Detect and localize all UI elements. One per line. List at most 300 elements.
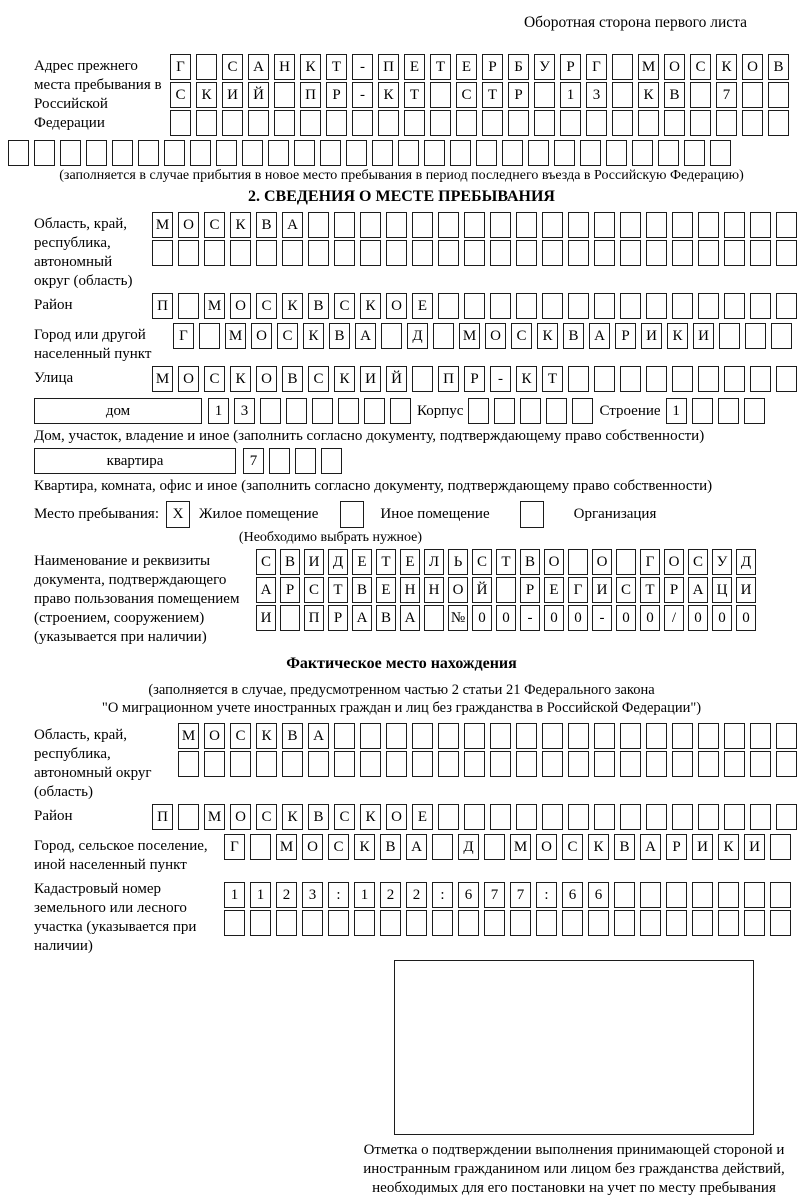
char-box[interactable] [568, 240, 589, 266]
char-box[interactable]: Т [376, 549, 396, 575]
char-box[interactable] [438, 751, 459, 777]
char-box[interactable] [328, 910, 349, 936]
char-box[interactable] [554, 140, 575, 166]
char-box[interactable]: К [718, 834, 739, 860]
char-box[interactable] [724, 293, 745, 319]
char-box[interactable] [744, 398, 765, 424]
char-box[interactable] [276, 910, 297, 936]
char-box[interactable] [364, 398, 385, 424]
char-box[interactable] [742, 82, 763, 108]
char-box[interactable] [692, 398, 713, 424]
char-box[interactable] [745, 323, 766, 349]
char-box[interactable] [672, 751, 693, 777]
char-box[interactable] [580, 140, 601, 166]
char-box[interactable]: О [592, 549, 612, 575]
char-box[interactable] [632, 140, 653, 166]
char-box[interactable] [568, 549, 588, 575]
char-box[interactable] [334, 212, 355, 238]
char-box[interactable]: Т [640, 577, 660, 603]
char-box[interactable]: С [222, 54, 243, 80]
char-box[interactable] [646, 293, 667, 319]
char-box[interactable]: Н [400, 577, 420, 603]
char-box[interactable] [568, 804, 589, 830]
char-box[interactable] [620, 723, 641, 749]
char-box[interactable] [534, 110, 555, 136]
char-box[interactable]: С [511, 323, 532, 349]
char-box[interactable] [750, 212, 771, 238]
char-box[interactable]: И [592, 577, 612, 603]
char-box[interactable] [372, 140, 393, 166]
char-box[interactable]: О [230, 804, 251, 830]
char-box[interactable]: О [544, 549, 564, 575]
char-box[interactable]: В [520, 549, 540, 575]
char-box[interactable] [464, 293, 485, 319]
char-box[interactable]: - [520, 605, 540, 631]
char-box[interactable] [516, 240, 537, 266]
char-box[interactable]: П [152, 293, 173, 319]
char-box[interactable] [222, 110, 243, 136]
char-box[interactable] [490, 293, 511, 319]
char-box[interactable] [572, 398, 593, 424]
char-box[interactable]: В [768, 54, 789, 80]
char-box[interactable]: 0 [616, 605, 636, 631]
char-box[interactable] [346, 140, 367, 166]
char-box[interactable] [698, 751, 719, 777]
char-box[interactable] [464, 212, 485, 238]
char-box[interactable] [770, 910, 791, 936]
char-box[interactable]: И [304, 549, 324, 575]
char-box[interactable] [432, 834, 453, 860]
char-box[interactable]: К [638, 82, 659, 108]
char-box[interactable] [612, 82, 633, 108]
char-box[interactable]: О [178, 212, 199, 238]
char-box[interactable] [386, 723, 407, 749]
char-box[interactable]: Г [568, 577, 588, 603]
char-box[interactable]: В [376, 605, 396, 631]
char-box[interactable] [464, 723, 485, 749]
char-box[interactable] [274, 110, 295, 136]
char-box[interactable] [750, 751, 771, 777]
char-box[interactable]: К [334, 366, 355, 392]
char-box[interactable]: 3 [586, 82, 607, 108]
char-box[interactable]: - [352, 54, 373, 80]
char-box[interactable]: Е [412, 804, 433, 830]
char-box[interactable] [378, 110, 399, 136]
char-box[interactable]: 1 [666, 398, 687, 424]
char-box[interactable] [280, 605, 300, 631]
char-box[interactable] [770, 834, 791, 860]
char-box[interactable]: Д [328, 549, 348, 575]
char-box[interactable]: К [360, 293, 381, 319]
char-box[interactable] [658, 140, 679, 166]
char-box[interactable] [424, 140, 445, 166]
char-box[interactable] [620, 366, 641, 392]
char-box[interactable]: Е [456, 54, 477, 80]
char-box[interactable]: К [378, 82, 399, 108]
char-box[interactable]: К [588, 834, 609, 860]
char-box[interactable] [398, 140, 419, 166]
char-box[interactable] [776, 723, 797, 749]
char-box[interactable]: Д [407, 323, 428, 349]
char-box[interactable] [502, 140, 523, 166]
char-box[interactable]: А [355, 323, 376, 349]
char-box[interactable] [256, 751, 277, 777]
char-box[interactable] [224, 910, 245, 936]
char-box[interactable]: Г [586, 54, 607, 80]
char-box[interactable]: С [328, 834, 349, 860]
char-box[interactable] [646, 804, 667, 830]
char-box[interactable]: М [178, 723, 199, 749]
char-box[interactable] [196, 110, 217, 136]
char-box[interactable]: С [204, 212, 225, 238]
char-box[interactable]: 7 [243, 448, 264, 474]
char-box[interactable] [510, 910, 531, 936]
char-box[interactable]: К [230, 366, 251, 392]
char-box[interactable] [620, 240, 641, 266]
char-box[interactable] [199, 323, 220, 349]
char-box[interactable] [562, 910, 583, 936]
char-box[interactable] [300, 110, 321, 136]
char-box[interactable]: О [664, 54, 685, 80]
char-box[interactable] [724, 723, 745, 749]
char-box[interactable] [360, 751, 381, 777]
char-box[interactable] [776, 804, 797, 830]
char-box[interactable] [390, 398, 411, 424]
char-box[interactable]: Л [424, 549, 444, 575]
char-box[interactable] [216, 140, 237, 166]
char-box[interactable] [744, 910, 765, 936]
char-box[interactable] [424, 605, 444, 631]
char-box[interactable] [494, 398, 515, 424]
char-box[interactable]: Е [376, 577, 396, 603]
char-box[interactable] [164, 140, 185, 166]
char-box[interactable] [334, 240, 355, 266]
char-box[interactable] [464, 240, 485, 266]
char-box[interactable]: 3 [302, 882, 323, 908]
char-box[interactable]: Й [472, 577, 492, 603]
char-box[interactable]: К [303, 323, 324, 349]
char-box[interactable] [476, 140, 497, 166]
char-box[interactable] [776, 293, 797, 319]
char-box[interactable]: П [300, 82, 321, 108]
char-box[interactable]: К [360, 804, 381, 830]
char-box[interactable] [620, 804, 641, 830]
char-box[interactable] [672, 212, 693, 238]
char-box[interactable] [268, 140, 289, 166]
char-box[interactable] [320, 140, 341, 166]
char-box[interactable]: М [510, 834, 531, 860]
char-box[interactable]: С [230, 723, 251, 749]
char-box[interactable]: Р [615, 323, 636, 349]
char-box[interactable] [484, 834, 505, 860]
char-box[interactable]: В [329, 323, 350, 349]
char-box[interactable] [326, 110, 347, 136]
char-box[interactable] [528, 140, 549, 166]
char-box[interactable] [724, 751, 745, 777]
char-box[interactable]: Р [520, 577, 540, 603]
char-box[interactable] [718, 882, 739, 908]
char-box[interactable] [742, 110, 763, 136]
char-box[interactable]: 0 [496, 605, 516, 631]
char-box[interactable] [568, 293, 589, 319]
char-box[interactable]: О [742, 54, 763, 80]
char-box[interactable] [406, 910, 427, 936]
char-box[interactable] [178, 240, 199, 266]
char-box[interactable] [308, 751, 329, 777]
char-box[interactable] [664, 110, 685, 136]
char-box[interactable] [381, 323, 402, 349]
char-box[interactable]: М [204, 293, 225, 319]
char-box[interactable] [338, 398, 359, 424]
char-box[interactable] [490, 240, 511, 266]
char-box[interactable] [690, 82, 711, 108]
char-box[interactable] [516, 723, 537, 749]
char-box[interactable] [594, 240, 615, 266]
char-box[interactable]: Т [542, 366, 563, 392]
char-box[interactable] [282, 751, 303, 777]
char-box[interactable] [34, 140, 55, 166]
char-box[interactable] [744, 882, 765, 908]
char-box[interactable] [458, 910, 479, 936]
char-box[interactable]: 0 [736, 605, 756, 631]
apartment-type-box[interactable]: квартира [34, 448, 236, 474]
char-box[interactable] [308, 212, 329, 238]
char-box[interactable] [542, 723, 563, 749]
char-box[interactable] [594, 366, 615, 392]
char-box[interactable]: К [282, 293, 303, 319]
char-box[interactable]: Ь [448, 549, 468, 575]
char-box[interactable]: 7 [716, 82, 737, 108]
char-box[interactable]: О [178, 366, 199, 392]
char-box[interactable] [295, 448, 316, 474]
char-box[interactable]: Д [458, 834, 479, 860]
char-box[interactable]: И [641, 323, 662, 349]
char-box[interactable] [412, 366, 433, 392]
char-box[interactable] [242, 140, 263, 166]
char-box[interactable] [546, 398, 567, 424]
char-box[interactable]: К [537, 323, 558, 349]
char-box[interactable]: - [592, 605, 612, 631]
char-box[interactable]: А [308, 723, 329, 749]
char-box[interactable] [196, 54, 217, 80]
char-box[interactable]: И [256, 605, 276, 631]
char-box[interactable]: Р [508, 82, 529, 108]
char-box[interactable] [698, 212, 719, 238]
char-box[interactable] [672, 366, 693, 392]
char-box[interactable]: К [516, 366, 537, 392]
char-box[interactable]: М [459, 323, 480, 349]
char-box[interactable] [230, 751, 251, 777]
char-box[interactable]: С [472, 549, 492, 575]
char-box[interactable]: - [352, 82, 373, 108]
char-box[interactable] [250, 910, 271, 936]
char-box[interactable]: : [432, 882, 453, 908]
char-box[interactable]: И [693, 323, 714, 349]
char-box[interactable] [646, 212, 667, 238]
char-box[interactable] [612, 54, 633, 80]
char-box[interactable] [464, 804, 485, 830]
char-box[interactable] [776, 366, 797, 392]
char-box[interactable]: С [616, 577, 636, 603]
char-box[interactable] [260, 398, 281, 424]
char-box[interactable] [438, 293, 459, 319]
char-box[interactable] [138, 140, 159, 166]
char-box[interactable]: С [304, 577, 324, 603]
char-box[interactable]: А [406, 834, 427, 860]
char-box[interactable] [620, 751, 641, 777]
char-box[interactable] [542, 240, 563, 266]
char-box[interactable] [248, 110, 269, 136]
char-box[interactable] [612, 110, 633, 136]
char-box[interactable]: 1 [224, 882, 245, 908]
char-box[interactable] [438, 804, 459, 830]
char-box[interactable] [776, 240, 797, 266]
char-box[interactable]: 1 [208, 398, 229, 424]
char-box[interactable] [412, 212, 433, 238]
char-box[interactable]: 1 [250, 882, 271, 908]
char-box[interactable]: У [534, 54, 555, 80]
char-box[interactable] [692, 910, 713, 936]
char-box[interactable]: У [712, 549, 732, 575]
char-box[interactable]: С [456, 82, 477, 108]
char-box[interactable]: М [152, 366, 173, 392]
char-box[interactable] [178, 751, 199, 777]
char-box[interactable] [250, 834, 271, 860]
char-box[interactable] [672, 723, 693, 749]
char-box[interactable]: 0 [688, 605, 708, 631]
char-box[interactable] [404, 110, 425, 136]
char-box[interactable]: Й [248, 82, 269, 108]
char-box[interactable] [112, 140, 133, 166]
char-box[interactable]: И [692, 834, 713, 860]
char-box[interactable]: Р [664, 577, 684, 603]
char-box[interactable] [412, 240, 433, 266]
char-box[interactable] [594, 723, 615, 749]
char-box[interactable]: В [280, 549, 300, 575]
char-box[interactable]: И [360, 366, 381, 392]
char-box[interactable]: 6 [588, 882, 609, 908]
char-box[interactable]: 2 [406, 882, 427, 908]
char-box[interactable]: О [664, 549, 684, 575]
char-box[interactable]: Т [404, 82, 425, 108]
char-box[interactable] [412, 723, 433, 749]
char-box[interactable]: В [614, 834, 635, 860]
char-box[interactable]: Р [560, 54, 581, 80]
char-box[interactable]: 1 [354, 882, 375, 908]
char-box[interactable]: Г [173, 323, 194, 349]
char-box[interactable]: И [736, 577, 756, 603]
checkbox-organization[interactable] [520, 501, 544, 528]
char-box[interactable]: 7 [484, 882, 505, 908]
char-box[interactable]: С [170, 82, 191, 108]
char-box[interactable] [724, 804, 745, 830]
char-box[interactable] [776, 212, 797, 238]
char-box[interactable]: О [448, 577, 468, 603]
char-box[interactable]: Н [424, 577, 444, 603]
char-box[interactable]: А [688, 577, 708, 603]
char-box[interactable]: В [352, 577, 372, 603]
char-box[interactable] [646, 240, 667, 266]
char-box[interactable] [152, 240, 173, 266]
char-box[interactable] [640, 882, 661, 908]
char-box[interactable]: А [352, 605, 372, 631]
char-box[interactable] [464, 751, 485, 777]
char-box[interactable]: Ц [712, 577, 732, 603]
char-box[interactable]: О [251, 323, 272, 349]
char-box[interactable] [269, 448, 290, 474]
char-box[interactable]: М [276, 834, 297, 860]
char-box[interactable]: С [308, 366, 329, 392]
char-box[interactable] [354, 910, 375, 936]
char-box[interactable]: В [308, 804, 329, 830]
char-box[interactable]: 3 [234, 398, 255, 424]
char-box[interactable] [586, 110, 607, 136]
char-box[interactable]: Д [736, 549, 756, 575]
char-box[interactable] [724, 212, 745, 238]
char-box[interactable] [516, 751, 537, 777]
char-box[interactable] [456, 110, 477, 136]
char-box[interactable] [594, 212, 615, 238]
char-box[interactable]: А [640, 834, 661, 860]
char-box[interactable] [750, 723, 771, 749]
char-box[interactable]: 0 [472, 605, 492, 631]
char-box[interactable] [412, 751, 433, 777]
char-box[interactable] [482, 110, 503, 136]
char-box[interactable] [520, 398, 541, 424]
char-box[interactable]: К [716, 54, 737, 80]
char-box[interactable] [286, 398, 307, 424]
char-box[interactable] [638, 110, 659, 136]
char-box[interactable] [468, 398, 489, 424]
char-box[interactable] [750, 293, 771, 319]
char-box[interactable]: С [256, 293, 277, 319]
char-box[interactable] [692, 882, 713, 908]
char-box[interactable]: П [152, 804, 173, 830]
char-box[interactable] [8, 140, 29, 166]
char-box[interactable] [718, 398, 739, 424]
char-box[interactable] [86, 140, 107, 166]
char-box[interactable]: М [152, 212, 173, 238]
char-box[interactable]: Р [464, 366, 485, 392]
char-box[interactable] [386, 240, 407, 266]
char-box[interactable]: И [744, 834, 765, 860]
char-box[interactable] [672, 804, 693, 830]
char-box[interactable]: Т [326, 54, 347, 80]
char-box[interactable] [698, 293, 719, 319]
char-box[interactable]: К [300, 54, 321, 80]
char-box[interactable]: К [667, 323, 688, 349]
char-box[interactable]: О [256, 366, 277, 392]
char-box[interactable]: № [448, 605, 468, 631]
char-box[interactable] [542, 751, 563, 777]
char-box[interactable] [698, 240, 719, 266]
char-box[interactable] [352, 110, 373, 136]
char-box[interactable] [490, 212, 511, 238]
char-box[interactable] [640, 910, 661, 936]
char-box[interactable]: 0 [544, 605, 564, 631]
char-box[interactable] [534, 82, 555, 108]
char-box[interactable] [750, 240, 771, 266]
char-box[interactable] [230, 240, 251, 266]
char-box[interactable] [719, 323, 740, 349]
checkbox-residential-premises[interactable] [166, 501, 190, 528]
char-box[interactable]: : [328, 882, 349, 908]
char-box[interactable] [724, 366, 745, 392]
char-box[interactable] [672, 240, 693, 266]
char-box[interactable]: С [562, 834, 583, 860]
char-box[interactable]: Б [508, 54, 529, 80]
char-box[interactable]: К [256, 723, 277, 749]
